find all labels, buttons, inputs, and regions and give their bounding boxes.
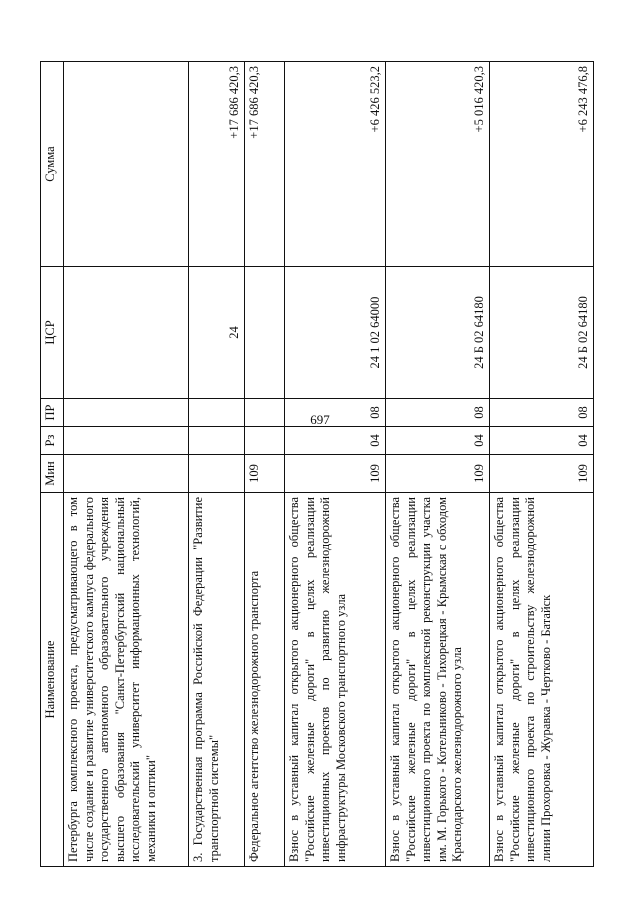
table-row xyxy=(64,62,189,867)
header-name: Наименование xyxy=(41,493,64,867)
row-pr: 08 xyxy=(386,399,490,427)
header-sum: Сумма xyxy=(41,62,64,267)
row-min: 109 xyxy=(386,455,490,493)
row-csr: 24 Б 02 64180 xyxy=(386,267,490,399)
row-min: 109 xyxy=(490,455,594,493)
header-rz: Рз xyxy=(41,427,64,455)
row-pr: 08 xyxy=(490,399,594,427)
row-rz xyxy=(245,427,285,455)
header-pr: ПР xyxy=(41,399,64,427)
row-name: Взнос в уставный капитал открытого акционерного общества "Российские железные дороги" в целях реализации инвестиционного проекта по строительству железнодорожной линии Прохоровка - Журавка - Чертково - Батайск xyxy=(490,493,594,867)
table-row xyxy=(285,62,386,867)
budget-table xyxy=(40,61,594,867)
row-sum: +17 686 420,3 xyxy=(189,62,245,267)
table-header-row xyxy=(41,62,64,867)
row-sum: +5 016 420,3 xyxy=(386,62,490,267)
row-pr: 08 xyxy=(285,399,386,427)
row-sum: +6 426 523,2 xyxy=(285,62,386,267)
row-rz xyxy=(189,427,245,455)
row-csr xyxy=(245,267,285,399)
header-csr: ЦСР xyxy=(41,267,64,399)
row-rz: 04 xyxy=(386,427,490,455)
row-min xyxy=(64,455,189,493)
row-rz: 04 xyxy=(285,427,386,455)
row-pr xyxy=(189,399,245,427)
row-csr: 24 xyxy=(189,267,245,399)
row-csr: 24 1 02 64000 xyxy=(285,267,386,399)
row-sum: +6 243 476,8 xyxy=(490,62,594,267)
row-sum xyxy=(64,62,189,267)
row-name: 3. Государственная программа Российской Федерации "Развитие транспортной системы" xyxy=(189,493,245,867)
table-row xyxy=(245,62,285,867)
row-name: Петербурга комплексного проекта, предусматривающего в том числе создание и развитие университетского кампуса федерального государственного автономного образовательного учреждения высшего образования "Санкт-Петербургский национальный исследовательский университет информационных технологий, механики и оптики" xyxy=(64,493,189,867)
table-row xyxy=(189,62,245,867)
row-rz: 04 xyxy=(490,427,594,455)
row-sum: +17 686 420,3 xyxy=(245,62,285,267)
row-pr xyxy=(245,399,285,427)
row-rz xyxy=(64,427,189,455)
row-csr: 24 Б 02 64180 xyxy=(490,267,594,399)
page-number: 697 xyxy=(310,412,330,427)
row-name: Взнос в уставный капитал открытого акционерного общества "Российские железные дороги" в целях реализации инвестиционных проектов по развитию железнодорожной инфраструктуры Московского транспортного узла xyxy=(285,493,386,867)
table-row xyxy=(490,62,594,867)
table-row xyxy=(386,62,490,867)
row-min xyxy=(189,455,245,493)
rotated-table-container xyxy=(40,62,592,867)
row-name: Взнос в уставный капитал открытого акционерного общества "Российские железные дороги" в целях реализации инвестиционного проекта по комплексной реконструкции участка им. М. Горького - Котельниково - Тихорецкая - Крымская с обходом Краснодарского железнодорожного узла xyxy=(386,493,490,867)
header-min: Мин xyxy=(41,455,64,493)
row-pr xyxy=(64,399,189,427)
row-min: 109 xyxy=(285,455,386,493)
row-min: 109 xyxy=(245,455,285,493)
row-name: Федеральное агентство железнодорожного транспорта xyxy=(245,493,285,867)
row-csr xyxy=(64,267,189,399)
